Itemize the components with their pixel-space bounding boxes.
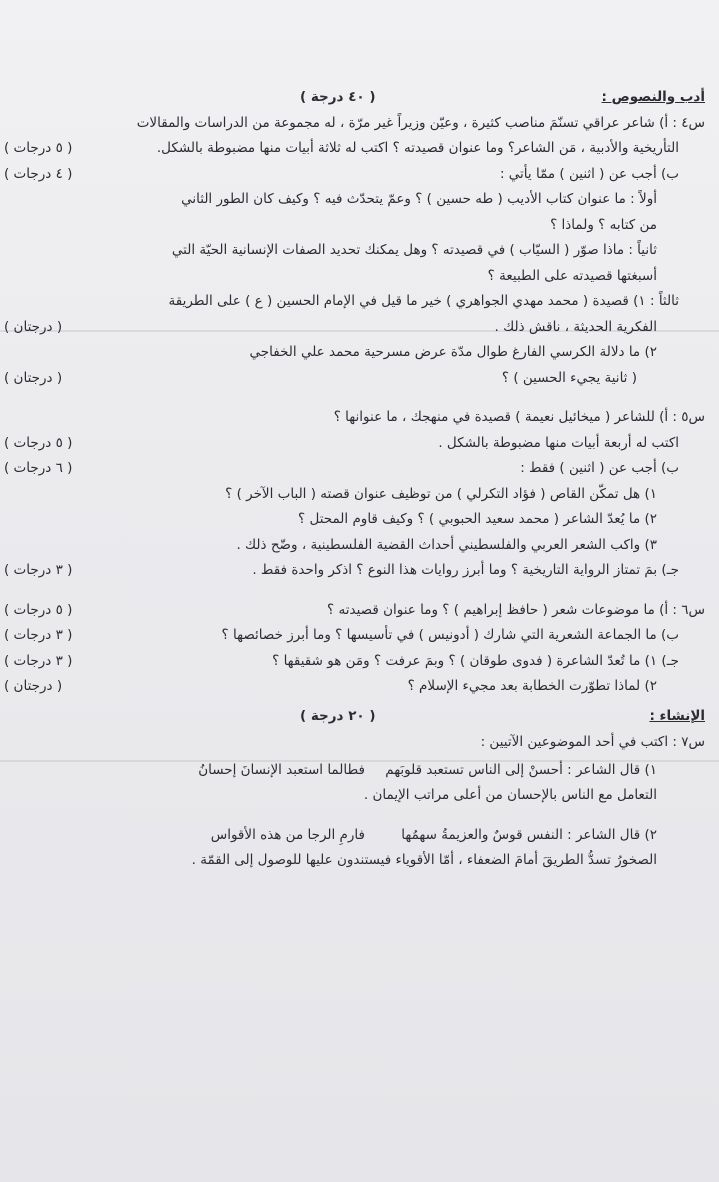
question-text: من كتابه ؟ ولماذا ؟ (550, 216, 657, 233)
verse-second-half: فارمِ الرجا من هذه الأقواس (210, 826, 365, 843)
question-line (0, 731, 705, 753)
question-line (0, 534, 705, 556)
question-text: س٥ : أ) للشاعر ( ميخائيل نعيمة ) قصيدة في منهجك ، ما عنوانها ؟ (333, 409, 705, 425)
topic-line (0, 784, 705, 806)
question-line (0, 367, 705, 389)
question-line (0, 163, 705, 185)
question-line (0, 559, 705, 581)
question-line (0, 624, 705, 646)
question-line (0, 650, 705, 672)
question-line (0, 239, 705, 261)
question-line (0, 432, 705, 454)
question-text: ثالثاً : ١) قصيدة ( محمد مهدي الجواهري ) خير ما قيل في الإمام الحسين ( ع ) على الطريقة (168, 293, 679, 309)
question-mark: ( ٣ درجات ) (4, 627, 73, 643)
question-mark: ( ٦ درجات ) (4, 460, 73, 476)
question-text: الفكرية الحديثة ، ناقش ذلك . (494, 318, 657, 335)
question-text: ثانياً : ماذا صوّر ( السيّاب ) في قصيدته ؟ وهل يمكنك تحديد الصفات الإنسانية الحيّة التي (171, 242, 657, 258)
question-text: س٦ : أ) ما موضوعات شعر ( حافظ إبراهيم ) ؟ وما عنوان قصيدته ؟ (327, 601, 705, 618)
question-text: ٢) لماذا تطوّرت الخطابة بعد مجيء الإسلام ؟ (407, 678, 657, 694)
question-text: جـ) ١) ما تُعدّ الشاعرة ( فدوى طوقان ) ؟ وبمَ عرفت ؟ ومَن هو شقيقها ؟ (272, 652, 679, 669)
question-text: س٤ : أ) شاعر عراقي تسنّمَ مناصب كثيرة ، وعيّن وزيراً غير مرّة ، له مجموعة من الدراسات والمقالات (136, 114, 705, 131)
question-line (0, 599, 705, 621)
question-text: ١) هل تمكّن القاص ( فؤاد التكرلي ) من توظيف عنوان قصته ( الباب الآخر ) ؟ (225, 485, 657, 502)
question-line (0, 457, 705, 479)
question-text: أولاً : ما عنوان كتاب الأديب ( طه حسين ) ؟ وعمّ يتحدّث فيه ؟ وكيف كان الطور الثاني (181, 191, 657, 207)
question-line (0, 214, 705, 236)
topic-line (0, 849, 705, 871)
question-line (0, 316, 705, 338)
question-text: س٧ : اكتب في أحد الموضوعين الآتيين : (480, 733, 705, 750)
question-line (0, 406, 705, 428)
question-mark: ( ٥ درجات ) (4, 601, 73, 618)
question-line (0, 188, 705, 210)
question-mark: ( ٥ درجات ) (4, 434, 73, 451)
verse-first-half: ٢) قال الشاعر : النفس قوسٌ والعزيمةُ سهمُها (401, 826, 657, 843)
verse-first-half: ١) قال الشاعر : أحسنْ إلى الناس تستعبد قلوبَهم (385, 761, 657, 778)
question-text: ب) ما الجماعة الشعرية التي شارك ( أدونيس ) في تأسيسها ؟ وما أبرز خصائصها ؟ (221, 627, 679, 643)
question-line (0, 675, 705, 697)
topic-verse (0, 824, 705, 846)
question-line (0, 341, 705, 363)
topic-verse (0, 759, 705, 781)
question-line (0, 290, 705, 312)
section-title: أدب والنصوص : (601, 89, 705, 105)
question-text: ( ثانية يجيء الحسين ) ؟ (501, 369, 637, 386)
question-line (0, 508, 705, 530)
question-text: أسبغتها قصيدته على الطبيعة ؟ (487, 267, 657, 284)
question-mark: ( ٤ درجات ) (4, 165, 73, 182)
question-line (0, 265, 705, 287)
question-text: ٢) ما يُعدّ الشاعر ( محمد سعيد الحبوبي ) ؟ وكيف قاوم المحتل ؟ (298, 511, 657, 527)
section-heading-literature (0, 86, 705, 108)
question-text: اكتب له أربعة أبيات منها مضبوطة بالشكل . (438, 434, 679, 451)
verse-second-half: فطالما استعبد الإنسانَ إحسانُ (198, 761, 365, 778)
question-mark: ( ٣ درجات ) (4, 652, 73, 669)
section-title: الإنشاء : (649, 708, 705, 724)
question-line (0, 137, 705, 159)
question-text: ب) أجب عن ( اثنين ) فقط : (520, 460, 679, 476)
question-mark: ( ٥ درجات ) (4, 140, 73, 156)
question-mark: ( ٣ درجات ) (4, 562, 73, 578)
topic-text: الصخورُ تسدُّ الطريقَ أمامَ الضعفاء ، أمّا الأقوياء فيستندون عليها للوصول إلى القمّة . (191, 852, 657, 868)
question-text: ٣) واكب الشعر العربي والفلسطيني أحداث القضية الفلسطينية ، وضّح ذلك . (236, 536, 657, 553)
section-marks: ( ٢٠ درجة ) (300, 708, 376, 724)
section-heading-composition (0, 705, 705, 727)
question-text: ب) أجب عن ( اثنين ) ممّا يأتي : (499, 165, 679, 182)
topic-text: التعامل مع الناس بالإحسان من أعلى مراتب الإيمان . (363, 787, 657, 803)
question-text: جـ) بمَ تمتاز الرواية التاريخية ؟ وما أبرز روايات هذا النوع ؟ اذكر واحدة فقط . (252, 562, 679, 578)
question-text: التأريخية والأدبية ، مَن الشاعر؟ وما عنوان قصيدته ؟ اكتب له ثلاثة أبيات منها مضبوطة بالشكل. (156, 140, 679, 156)
question-line (0, 483, 705, 505)
question-text: ٢) ما دلالة الكرسي الفارغ طوال مدّة عرض مسرحية محمد علي الخفاجي (249, 344, 657, 360)
question-mark: ( درجتان ) (4, 318, 63, 335)
question-mark: ( درجتان ) (4, 369, 63, 386)
question-mark: ( درجتان ) (4, 678, 63, 694)
question-line (0, 112, 705, 134)
section-marks: ( ٤٠ درجة ) (300, 89, 376, 105)
